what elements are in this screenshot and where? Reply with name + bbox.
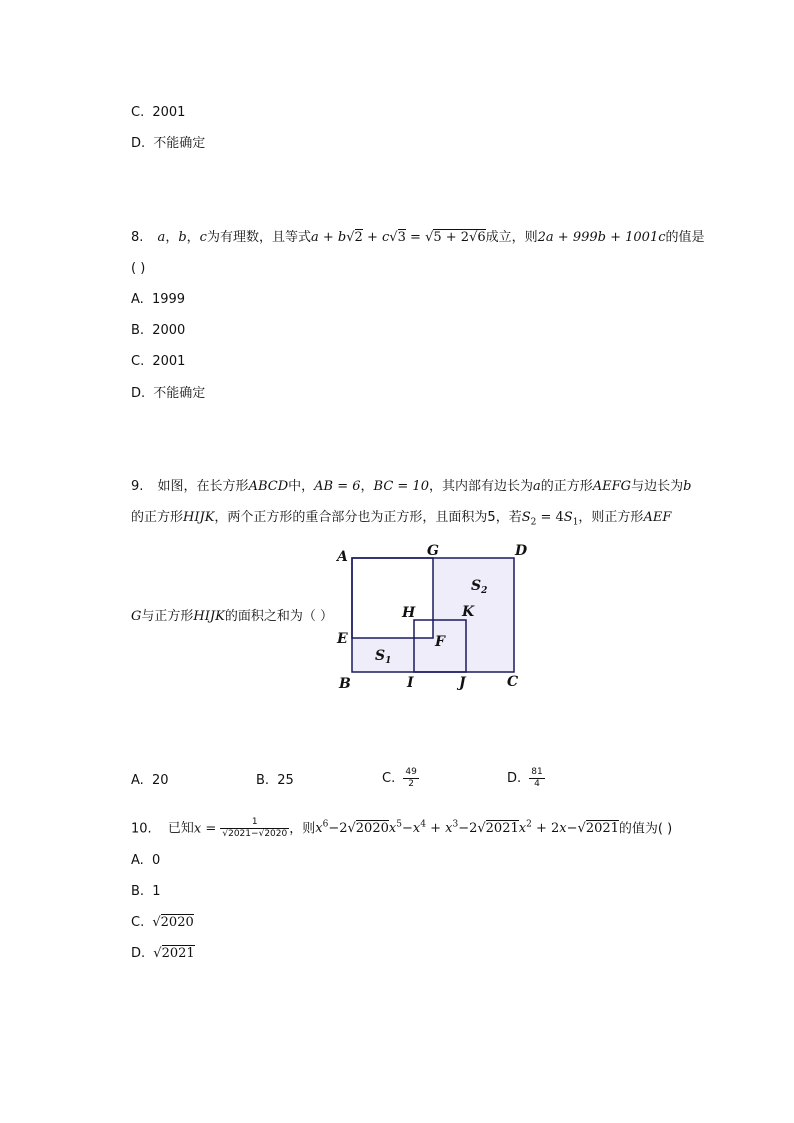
label-g: G [427, 543, 439, 559]
label-f: F [435, 634, 445, 650]
q10-polynomial: $x^6-2√2020x^5-x^4 + x^3-2√2021x^2 + 2x-√2021$ [315, 820, 619, 837]
q8-expression: 2a + 999b + 1001c [537, 230, 666, 245]
prev-option-c[interactable]: C. 2001 [131, 105, 186, 120]
q10-fraction: $\frac{1}{√2021-√2020}$ [222, 817, 288, 840]
label-j: J [459, 675, 466, 691]
label-d: D [515, 543, 528, 559]
label-h: H [402, 605, 416, 621]
q8-option-d[interactable]: D. 不能确定 [131, 386, 206, 401]
label-c: C [507, 674, 519, 690]
q8-stem: 8. a，b，c为有理数，且等式a + b√2 + c√3 = √5 + 2√6成立，则2a + 999b + 1001c的值是 [131, 230, 705, 245]
q9-option-c[interactable]: C. $\frac{49}{2}$ [382, 767, 417, 789]
label-s1: $S_1$ [375, 648, 392, 666]
q8-option-b[interactable]: B. 2000 [131, 323, 186, 338]
q8-option-a[interactable]: A. 1999 [131, 292, 186, 307]
q9-option-d[interactable]: D. $\frac{81}{4}$ [507, 767, 543, 789]
q9-options [131, 767, 691, 793]
q9-stem-line3: G与正方形HIJK的面积之和为（ ） [131, 609, 333, 624]
q10-number: 10. [131, 821, 152, 837]
prev-option-d[interactable]: D. 不能确定 [131, 136, 206, 151]
q10-stem: 10. 已知x = $\frac{1}{√2021-√2020}$ ，则$x^6-2√2020x^5-x^4 + x^3-2√2021x^2 + 2x-√2021$的值为( ) [131, 817, 673, 840]
q10-option-c[interactable]: C. √2020 [131, 915, 194, 930]
q10-option-a[interactable]: A. 0 [131, 853, 161, 868]
q9-stem-line2: 的正方形HIJK，两个正方形的重合部分也为正方形，且面积为5，若$S_2 = 4S_1$，则正方形AEF [131, 510, 672, 528]
label-e: E [337, 631, 348, 647]
s1-region [352, 638, 433, 672]
label-i: I [407, 675, 414, 691]
q8-option-c[interactable]: C. 2001 [131, 354, 186, 369]
q8-paren: ( ) [131, 261, 146, 276]
label-s2: $S_2$ [471, 578, 488, 596]
q10-option-b[interactable]: B. 1 [131, 884, 161, 899]
label-k: K [462, 604, 475, 620]
q9-figure [334, 540, 534, 692]
label-a: A [337, 549, 348, 565]
label-b: B [339, 676, 351, 692]
q10-option-d[interactable]: D. √2021 [131, 946, 195, 961]
q8-equation: a + b√2 + c√3 = √5 + 2√6 [310, 230, 486, 245]
q9-stem-line1: 9. 如图，在长方形ABCD中，AB = 6，BC = 10，其内部有边长为a的正方形AEFG与边长为b [131, 479, 692, 494]
q8-number: 8. [131, 230, 144, 245]
q9-option-b[interactable]: B. 25 [256, 773, 294, 788]
q9-option-a[interactable]: A. 20 [131, 773, 169, 788]
q9-number: 9. [131, 479, 144, 494]
square-aefg [352, 558, 433, 638]
